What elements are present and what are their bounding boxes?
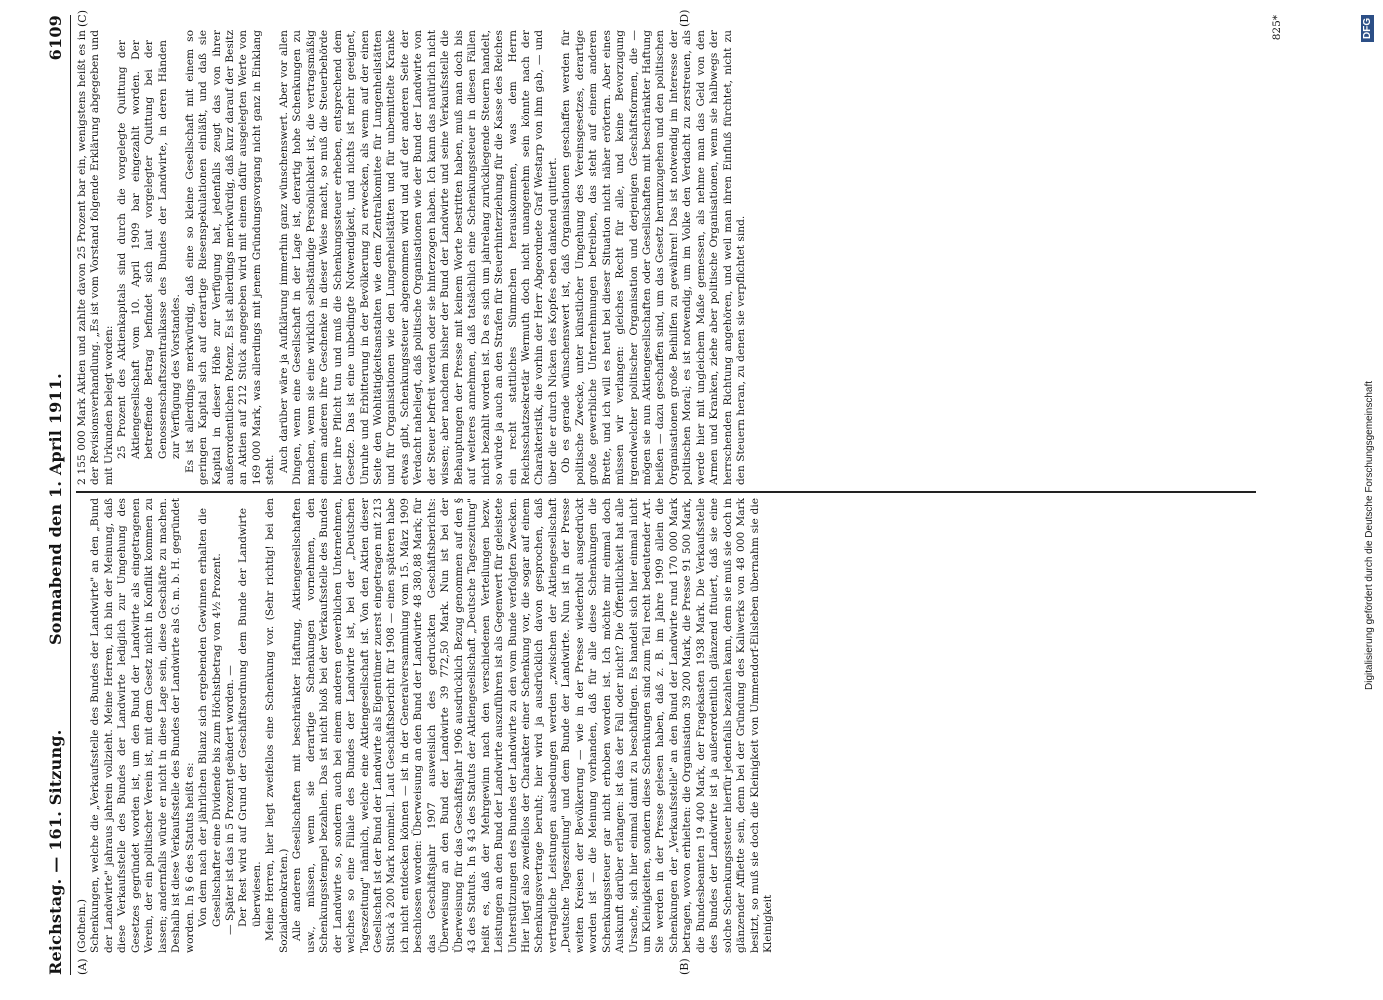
paragraph: Ob es gerade wünschenswert ist, daß Organisationen geschaffen werden für politische Zwecke, unter künstlicher Umgehung des Vereinsgesetzes, derartige große gewerbliche Unternehmungen betreiben, das steht auf einem anderen Brette, und ich will es heut bei dieser Situation nicht näher erörtern. Aber eines müssen wir verlangen: gleiches Recht für alle, und keine Bevorzugung irgendwelcher politischer Organisation und derjenigen Geschäftsformen, die — mögen sie nun Aktiengesellschaften oder Gesellschaften mit beschränkter Haftung heißen — dazu geschaffen sind, um das Gesetz herumzugehen und den politischen Organisationen große Beihilfen zu gewähren! Das ist notwendig im Interesse der politischen Moral; es ist notwendig, um im Volke den Verdacht zu zerstreuen, als werde hier mit ungleichem Maße gemessen, als nehme man das Geld von den Armen und Kranken, ziehe aber politische Organisationen, wenn sie halbwegs der herrschenden Richtung angehören, und weil man ihren Einfluß fürchtet, nicht zu den Steuern heran, zu denen sie verpflichtet sind. [560, 30, 748, 485]
page-header [46, 15, 68, 975]
rotated-document-page [46, 9, 1336, 975]
dfg-logo: DFG [1361, 15, 1374, 42]
margin-marker-d: (D) [678, 9, 691, 27]
paragraph: Schenkungen, welche die „Verkaufsstelle des Bundes der Landwirte" an den „Bund der Landwirte" jahraus jahrein vollzieht. Meine Herren, ich bin der Meinung, daß diese Verkaufsstelle des Bundes der Landwirte lediglich zur Umgehung des Gesetzes gegründet worden ist, um den Bund der Landwirte als eingetragenen Verein, der ein politischer Verein ist, mit dem Gesetz nicht in Konflikt kommen zu lassen; andernfalls würde er nicht in diese Lage sein, diese Geschäfte zu machen. Deshalb ist diese Verkaufsstelle des Bundes der Landwirte als G. m. b. H. gegründet worden. In § 6 des Statuts heißt es: [89, 498, 196, 953]
paragraph: Auch darüber wäre ja Aufklärung immerhin ganz wünschenswert. Aber vor allen Dingen, wenn eine Gesellschaft in der Lage ist, derartig hohe Schenkungen zu machen, wenn sie eine wirklich selbständige Persönlichkeit ist, die vertragsmäßig einem anderen ihre Geschenke in dieser Weise macht, so muß die Steuerbehörde hier ihre Pflicht tun und muß die Schenkungssteuer erheben, entsprechend dem Gesetze. Das ist eine unbedingte Notwendigkeit, und nichts ist mehr geeignet, Unruhe und Erbitterung in der Bevölkerung zu erwecken, als wenn auf der einen Seite den Wohltätigkeitsanstalten wie dem Zentralkomitee für Lungenheilstätten und für Organisationen wie den Lungenheilstätten und für unbemittelte Kranke etwas gibt, Schenkungssteuer abgenommen wird und auf der anderen Seite der Verdacht naheliegt, daß politische Organisationen wie der Bund der Landwirte von der Steuer befreit werden oder sie hinterzogen haben. Ich kann das natürlich nicht wissen; aber nachdem bisher der Bund der Landwirte und seine Verkaufsstelle die Behauptungen der Presse mit keinem Worte bestritten haben, muß man doch bis auf weiteres annehmen, daß tatsächlich eine Schenkungssteuer in diesen Fällen nicht bezahlt worden ist. Da es sich um jahrelang zurückliegende Steuern handelt, so würde ja auch an den Strafen für Steuerhinterziehung für die Kasse des Reiches ein recht stattliches Sümmchen herauskommen, was dem Herrn Reichsschatzsekretär Wermuth doch nicht unangenehm sein könnte nach der Charakteristik, die vorhin der Herr Abgeordnete Graf Westarp von ihm gab, — und über die er durch Nicken des Kopfes eben dankend quittiert. [277, 30, 559, 485]
margin-marker-b: (B) [678, 958, 691, 975]
quoted-statute: Der Rest wird auf Grund der Geschäftsordnung dem Bunde der Landwirte überwiesen. [237, 508, 263, 927]
header-left: Reichstag. — 161. Sitzung. [46, 729, 65, 975]
paragraph: 2 155 000 Mark Aktien und zahlte davon 25 Prozent bar ein, wenigstens heißt es in der Revisionsverhandlung. „Es ist vom Vorstand folgende Erklärung abgegeben und mit Urkunden belegt worden: [76, 30, 115, 485]
interjection-note: — Später ist das in 5 Prozent geändert worden. — [223, 665, 236, 935]
header-page-number: 6109 [46, 15, 65, 61]
right-column [76, 30, 1256, 485]
margin-marker-c: (C) [76, 10, 89, 27]
column-divider [76, 492, 1256, 494]
quoted-report: 25 Prozent des Aktienkapitals sind durch die vorgelegte Quittung der Aktiengesellschaft vom 10. April 1909 bar eingezahlt worden. Der betreffende Betrag befindet sich laut vorgelegter Quittung bei der Genossenschaftszentralkasse des Bundes der Landwirte, in deren Händen zur Verfügung des Vorstandes. [116, 40, 183, 459]
left-column [76, 498, 1256, 953]
header-rule [70, 15, 71, 975]
speaker-label: (Gothein.) [76, 898, 88, 953]
paragraph: Es ist allerdings merkwürdig, daß eine so kleine Gesellschaft mit einem so geringen Kapital sich auf derartige Riesenspekulationen einläßt, und daß sie Kapital in dieser Höhe zur Verfügung hat, jedenfalls zeugt das von ihrer außerordentlichen Potenz. Es ist allerdings merkwürdig, daß kurz darauf der Besitz an Aktien auf 212 Stück angegeben wird mit einem dafür ausgelegten Werte von 169 000 Mark, was allerdings mit jenem Gründungsvorgang nicht ganz in Einklang steht. [183, 30, 277, 485]
paragraph: Meine Herren, hier liegt zweifellos eine Schenkung vor. (Sehr richtig! bei den Sozialdemokraten.) [264, 498, 290, 953]
footer-page-mark: 825* [1271, 15, 1283, 41]
margin-marker-a: (A) [76, 958, 89, 975]
quoted-statute: Von dem nach der jährlichen Bilanz sich ergebenden Gewinnen erhalten die Gesellschafter eine Dividende bis zum Höchstbetrag von 4½ Prozent. [197, 508, 223, 927]
paragraph: Alle anderen Gesellschaften mit beschränkter Haftung, Aktiengesellschaften usw., müssen, wenn sie derartige Schenkungen vornehmen, den Schenkungsstempel bezahlen. Das ist nicht bloß bei der Verkaufsstelle des Bundes der Landwirte so, sondern auch bei einem anderen gewerblichen Unternehmen, welches so eine Filiale des Bundes der Landwirte ist, bei der „Deutschen Tageszeitung" nämlich, welche eine Aktiengesellschaft ist. Von den Aktien dieser Gesellschaft ist der Bund der Landwirte als Eigentümer zuerst eingetragen mit 213 Stück à 200 Mark nominell. Laut Geschäftsbericht für 1908 — einen späteren habe ich nicht entdecken können — ist in der Generalversammlung vom 15. März 1909 beschlossen worden: Überweisung an den Bund der Landwirte 48 380,88 Mark; für das Geschäftsjahr 1907 ausweislich des gedruckten Geschäftsberichts: Überweisung an den Bund der Landwirte 39 772,50 Mark. Nun ist bei der Überweisung für das Geschäftsjahr 1906 ausdrücklich Bezug genommen auf den § 43 des Statuts. In § 43 des Statuts der Aktiengesellschaft „Deutsche Tageszeitung" heißt es, daß der Mehrgewinn nach den verschiedenen Verteilungen bezw. Leistungen an den Bund der Landwirte auszuführen ist als Gegenwert für geleistete Unterstützungen des Bundes der Landwirte zu den vom Bunde verfolgten Zwecken. Hier liegt also zweifellos der Charakter einer Schenkung vor, die sogar auf einem Schenkungsvertrage beruht; hier wird ja ausdrücklich davon gesprochen, daß vertragliche Leistungen ausbedungen werden „zwischen der Aktiengesellschaft „Deutsche Tageszeitung" und dem Bunde der Landwirte. Nun ist in der Presse weiten Kreisen der Bevölkerung — wie in der Presse wiederholt ausgedrückt worden ist — die Meinung vorhanden, daß für alle diese Schenkungen die Schenkungssteuer gar nicht erhoben worden ist. Ich möchte mir einmal doch Auskunft darüber erlangen: ist das der Fall oder nicht? Die Öffentlichkeit hat alle Ursache, sich hier einmal damit zu beschäftigen. Es handelt sich hier einmal nicht um Kleinigkeiten, sondern diese Schenkungen sind zum Teil recht bedeutender Art. Sie werden in der Presse gelesen haben, daß z. B. im Jahre 1909 allein die Schenkungen der „Verkaufsstelle" an den Bund der Landwirte rund 170 000 Mark betragen, wovon erhielten: die Organisation 39 200 Mark, die Presse 91 500 Mark, die Bundesbeamten 19 400 Mark, der Fragekasten 1938 Mark. Die Verkaufsstelle des Bundes der Landwirte ist ja außerordentlich glänzend fituiert, daß sie eine solche Schenkungssteuer hierfür jedenfalls bezahlen kann, denn sie muß sie doch in glänzender Affiette sein, denn bei der Gründung des Kaliwerks von 48 000 Mark besitzt, so muß sie doch die Kleinigkeit von Ummendorf-Eilsleben übernahm sie die Kleinigkeit [291, 498, 775, 953]
header-center: Sonnabend den 1. April 1911. [46, 373, 65, 645]
digitization-credit: Digitalisierung gefördert durch die Deutsche Forschungsgemeinschaft [1364, 380, 1375, 690]
